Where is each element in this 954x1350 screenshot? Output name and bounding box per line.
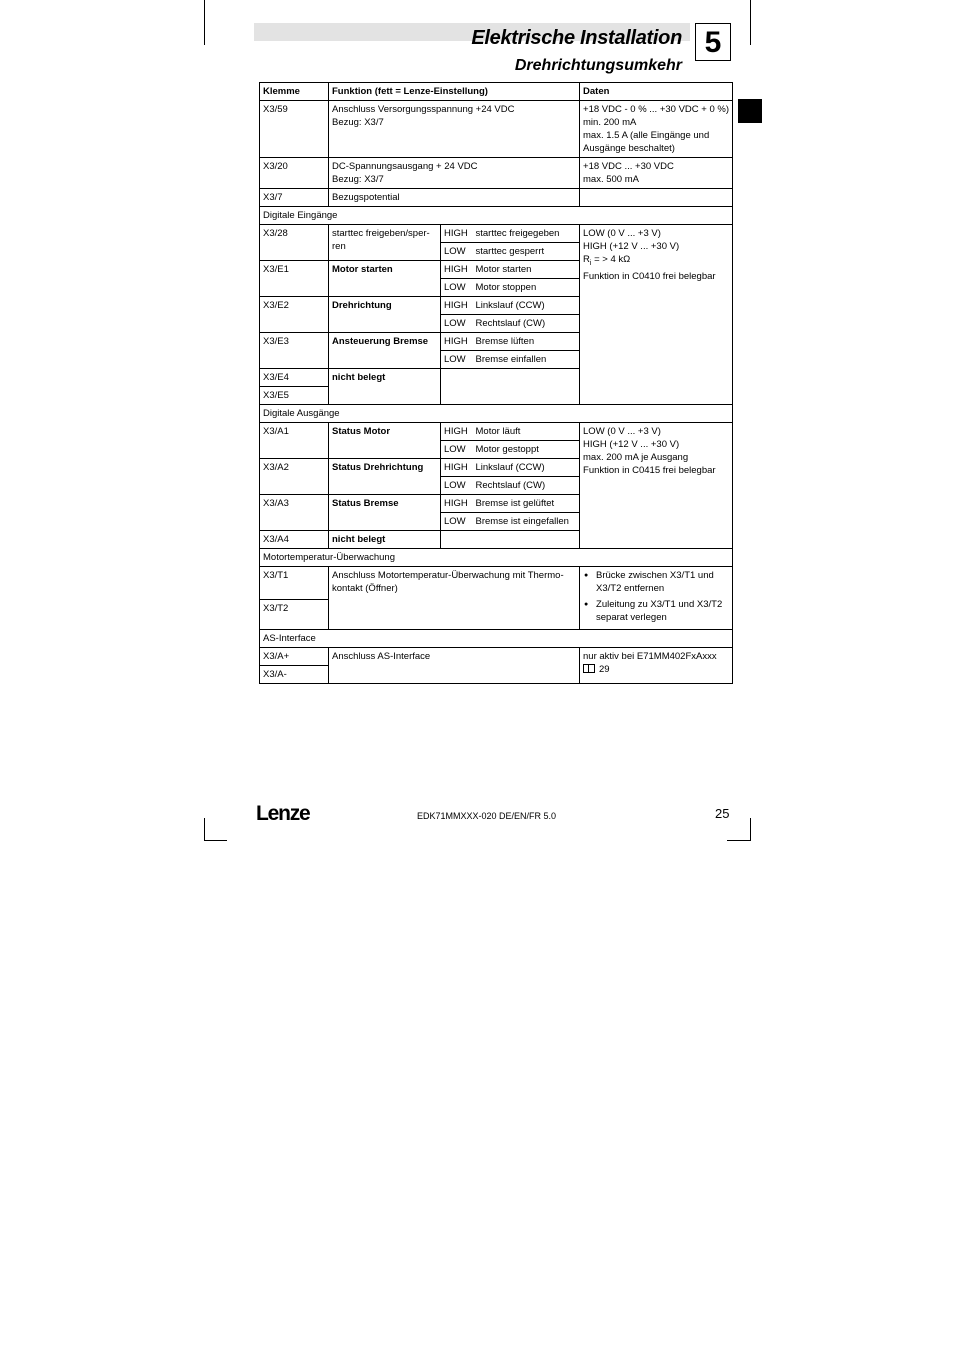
page-subtitle: Drehrichtungsumkehr [514,57,682,74]
level-text: Rechtslauf (CW) [473,477,580,495]
book-icon [583,664,595,673]
function-name: nicht belegt [329,531,441,549]
level-low: LOW [441,477,473,495]
function-text: Bezug: X3/7 [332,174,384,185]
terminal-label: X3/20 [260,158,329,189]
function-text: Anschluss Versorgungsspannung +24 VDC [332,104,515,115]
crop-mark-bottom-right-h [727,840,751,841]
empty-level-cell [441,369,580,405]
level-text: Linkslauf (CCW) [473,459,580,477]
col-header-klemme: Klemme [260,83,329,101]
level-text: Motor gestoppt [473,441,580,459]
level-low: LOW [441,351,473,369]
crop-mark-bottom-left-v [204,818,205,841]
col-header-funktion: Funktion (fett = Lenze-Einstellung) [329,83,580,101]
level-low: LOW [441,279,473,297]
data-cell [580,158,733,189]
list-item: ● Zuleitung zu X3/T1 und X3/T2 separat verlegen [583,598,729,624]
function-name: Motor starten [329,261,441,297]
data-text-resistance [583,253,729,270]
chapter-number: 5 [695,23,731,61]
terminal-label: X3/A+ [260,648,329,666]
level-text: Motor läuft [473,423,580,441]
table-header-row [260,83,733,101]
terminal-label: X3/E3 [260,333,329,369]
empty-level-cell [441,531,580,549]
document-code: EDK71MMXXX-020 DE/EN/FR 5.0 [417,811,557,821]
level-text: Bremse lüften [473,333,580,351]
data-text: i [589,259,592,267]
function-name: Drehrichtung [329,297,441,333]
data-text: HIGH (+12 V ... +30 V) [583,241,680,252]
data-text: max. 1.5 A (alle Eingänge und Ausgänge beschaltet) [583,130,710,154]
level-text: starttec freigegeben [473,225,580,243]
terminal-label: X3/A- [260,666,329,684]
section-heading: Digitale Eingänge [260,207,733,225]
function-name: Status Bremse [329,495,441,531]
crop-mark-bottom-right-v [750,818,751,841]
page-reference[interactable] [583,663,729,676]
section-heading: AS-Interface [260,630,733,648]
terminal-label: X3/59 [260,101,329,158]
col-header-daten: Daten [580,83,733,101]
list-item: ● Brücke zwischen X3/T1 und X3/T2 entfernen [583,569,729,595]
level-text: Motor stoppen [473,279,580,297]
function-text: DC-Spannungsausgang + 24 VDC [332,161,478,172]
terminal-label: X3/E4 [260,369,329,387]
level-text: starttec gesperrt [473,243,580,261]
function-text: Bezug: X3/7 [332,117,384,128]
level-high: HIGH [441,495,473,513]
table-row [260,648,733,666]
data-cell [580,189,733,207]
terminal-label: X3/E5 [260,387,329,405]
level-high: HIGH [441,261,473,279]
level-low: LOW [441,315,473,333]
level-high: HIGH [441,459,473,477]
function-text: Anschluss Motortemperatur-Überwachung mit Thermo-kontakt (Öffner) [329,567,580,630]
data-text: Funktion in C0415 frei belegbar [583,465,716,476]
level-text: Motor starten [473,261,580,279]
data-text: LOW (0 V ... +3 V) [583,426,661,437]
function-text: Anschluss AS-Interface [329,648,580,684]
page-number: 25 [715,806,730,821]
terminal-label: X3/A1 [260,423,329,459]
instruction-list [583,569,729,624]
level-low: LOW [441,243,473,261]
terminal-label: X3/A2 [260,459,329,495]
data-text: LOW (0 V ... +3 V) [583,228,661,239]
terminal-label: X3/E1 [260,261,329,297]
data-cell-digital-outputs [580,423,733,549]
table-row [260,423,733,441]
function-name: starttec freigeben/sper-ren [329,225,441,261]
terminal-label: X3/E2 [260,297,329,333]
terminal-table [259,82,733,684]
data-cell [580,648,733,684]
table-row [260,158,733,189]
function-text: Bezugspotential [329,189,580,207]
section-row [260,630,733,648]
section-row [260,549,733,567]
function-name: nicht belegt [329,369,441,405]
data-cell [580,101,733,158]
level-high: HIGH [441,225,473,243]
page-title: Elektrische Installation [471,27,682,49]
table-row [260,101,733,158]
terminal-label: X3/T2 [260,599,329,629]
data-text: min. 200 mA [583,117,637,128]
level-text: Bremse ist eingefallen [473,513,580,531]
function-name: Status Drehrichtung [329,459,441,495]
data-text: Funktion in C0410 frei belegbar [583,270,716,282]
level-text: Rechtslauf (CW) [473,315,580,333]
function-cell [329,158,580,189]
crop-mark-top-right [750,0,751,45]
terminal-label: X3/A3 [260,495,329,531]
data-text: max. 500 mA [583,174,639,185]
table-row [260,567,733,600]
level-high: HIGH [441,333,473,351]
data-text: HIGH (+12 V ... +30 V) [583,439,680,450]
data-cell-digital-inputs [580,225,733,405]
lenze-logo: Lenze [256,802,310,825]
crop-mark-top-left [204,0,205,45]
level-low: LOW [441,513,473,531]
function-name: Ansteuerung Bremse [329,333,441,369]
page-reference-number: 29 [599,664,610,675]
data-text: max. 200 mA je Ausgang [583,452,689,463]
level-text: Linkslauf (CCW) [473,297,580,315]
data-text: = > 4 kΩ [591,254,631,265]
level-low: LOW [441,441,473,459]
table-row [260,225,733,243]
data-text: +18 VDC - 0 % ... +30 VDC + 0 %) [583,104,730,115]
data-text: +18 VDC ... +30 VDC [583,161,674,172]
section-heading: Motortemperatur-Überwachung [260,549,733,567]
data-text: nur aktiv bei E71MM402FxAxxx [583,651,717,662]
section-row [260,405,733,423]
terminal-label: X3/7 [260,189,329,207]
level-text: Bremse einfallen [473,351,580,369]
function-cell [329,101,580,158]
terminal-label: X3/A4 [260,531,329,549]
level-high: HIGH [441,297,473,315]
level-text: Bremse ist gelüftet [473,495,580,513]
section-row [260,207,733,225]
data-cell [580,567,733,630]
function-name: Status Motor [329,423,441,459]
data-text: R [583,254,590,265]
terminal-label: X3/28 [260,225,329,261]
chapter-tab-marker [738,99,762,123]
section-heading: Digitale Ausgänge [260,405,733,423]
level-high: HIGH [441,423,473,441]
table-row [260,189,733,207]
terminal-label: X3/T1 [260,567,329,600]
crop-mark-bottom-left-h [204,840,227,841]
